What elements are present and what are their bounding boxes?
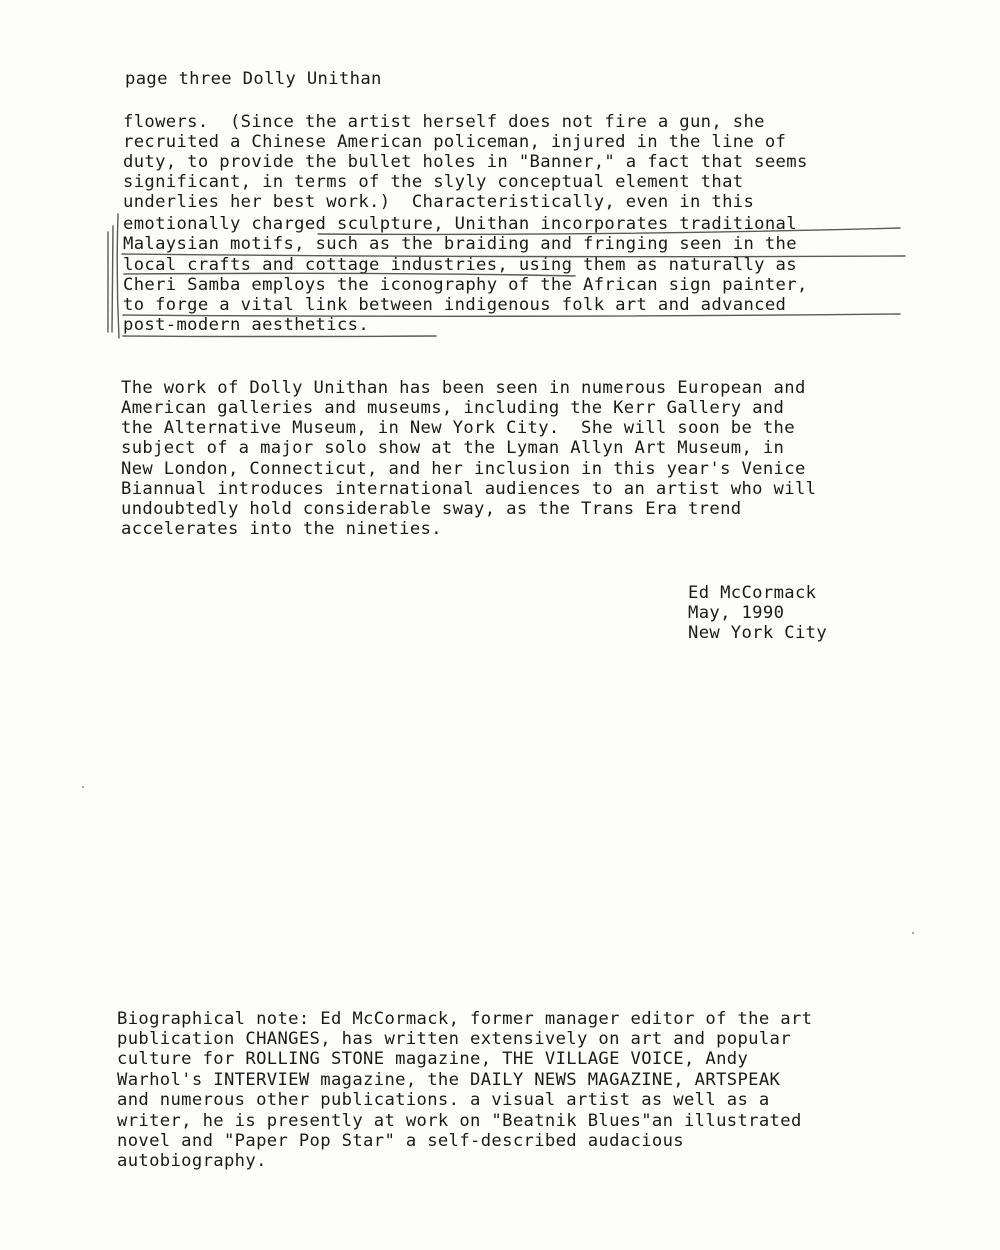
paragraph-line: emotionally charged sculpture, Unithan incorporates traditional bbox=[123, 214, 797, 234]
bio-line: and numerous other publications. a visual artist as well as a bbox=[117, 1090, 770, 1110]
paragraph-line: local crafts and cottage industries, using them as naturally as bbox=[123, 255, 797, 275]
paragraph-line: subject of a major solo show at the Lyman Allyn Art Museum, in bbox=[121, 438, 785, 458]
bio-line: writer, he is presently at work on "Beatnik Blues"an illustrated bbox=[117, 1111, 802, 1131]
paragraph-line: Biannual introduces international audiences to an artist who will bbox=[121, 479, 817, 499]
paragraph-line: to forge a vital link between indigenous folk art and advanced bbox=[123, 295, 787, 315]
running-head: page three Dolly Unithan bbox=[125, 69, 382, 89]
signature-place: New York City bbox=[688, 623, 828, 643]
bio-line: autobiography. bbox=[117, 1151, 267, 1171]
bio-line: Biographical note: Ed McCormack, former manager editor of the art bbox=[117, 1009, 813, 1029]
margin-bracket-line bbox=[112, 226, 113, 332]
paragraph-line: the Alternative Museum, in New York City. She will soon be the bbox=[121, 418, 795, 438]
paragraph-line: underlies her best work.) Characteristically, even in this bbox=[123, 192, 755, 212]
paragraph-line: significant, in terms of the slyly conceptual element that bbox=[123, 172, 744, 192]
paragraph-line: post-modern aesthetics. bbox=[123, 315, 370, 335]
bio-line: novel and "Paper Pop Star" a self-described audacious bbox=[117, 1131, 684, 1151]
margin-bracket-line bbox=[117, 214, 119, 338]
author-name: Ed McCormack bbox=[688, 583, 817, 603]
bio-line: culture for ROLLING STONE magazine, THE VILLAGE VOICE, Andy bbox=[117, 1049, 749, 1069]
paragraph-line: undoubtedly hold considerable sway, as the Trans Era trend bbox=[121, 499, 742, 519]
paper-speck bbox=[82, 786, 84, 788]
paragraph-line: Malaysian motifs, such as the braiding and fringing seen in the bbox=[123, 234, 797, 254]
paper-speck bbox=[912, 932, 914, 934]
underline-stroke bbox=[123, 336, 436, 337]
paragraph-line: Cheri Samba employs the iconography of the African sign painter, bbox=[123, 275, 808, 295]
bio-line: Warhol's INTERVIEW magazine, the DAILY NEWS MAGAZINE, ARTSPEAK bbox=[117, 1070, 781, 1090]
paragraph-line: New London, Connecticut, and her inclusion in this year's Venice bbox=[121, 459, 806, 479]
paragraph-line: flowers. (Since the artist herself does not fire a gun, she bbox=[123, 112, 765, 132]
paragraph-line: accelerates into the nineties. bbox=[121, 519, 442, 539]
paragraph-line: American galleries and museums, including the Kerr Gallery and bbox=[121, 398, 785, 418]
bio-line: publication CHANGES, has written extensively on art and popular bbox=[117, 1029, 791, 1049]
paragraph-line: duty, to provide the bullet holes in "Banner," a fact that seems bbox=[123, 152, 808, 172]
paragraph-line: The work of Dolly Unithan has been seen in numerous European and bbox=[121, 378, 806, 398]
signature-date: May, 1990 bbox=[688, 603, 785, 623]
paragraph-line: recruited a Chinese American policeman, injured in the line of bbox=[123, 132, 787, 152]
